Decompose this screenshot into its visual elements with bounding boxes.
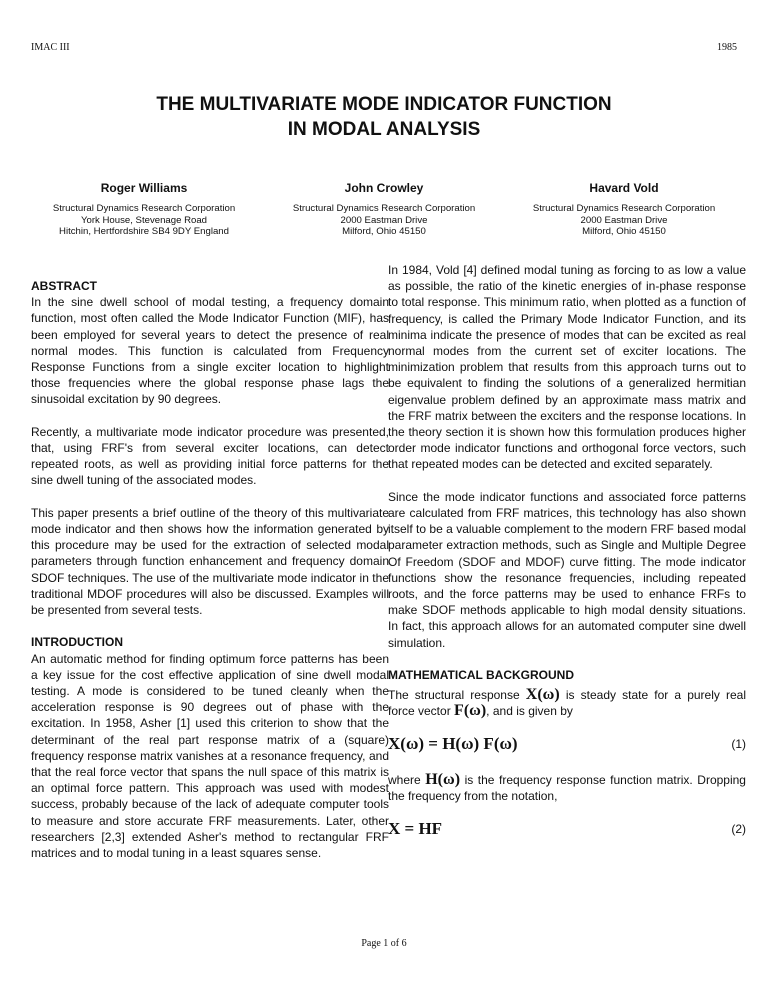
page-number: Page 1 of 6: [361, 938, 407, 949]
affiliation-line: Structural Dynamics Research Corporation: [292, 203, 476, 214]
author-affiliation: [24, 203, 264, 238]
math-text: is the frequency response function matrix. Dropping the frequency from the notation,: [388, 773, 746, 804]
affiliation-line: Milford, Ohio 45150: [342, 226, 426, 237]
symbol-f: F(ω): [454, 702, 487, 720]
equation-1: [388, 733, 746, 753]
affiliation-line: Structural Dynamics Research Corporation: [532, 203, 716, 214]
affiliation-line: York House, Stevenage Road: [80, 214, 208, 226]
abstract-paragraph: In the sine dwell school of modal testing, a frequency domain function, most often called the Mode Indicator Function (MIF), has been employed for several years to detect the presence of real normal modes. This function is calculated from Frequency Response Functions from a single exciter location to highlight those frequencies where the global response phase lags the sinusoidal excitation by 90 degrees.: [31, 295, 389, 407]
introduction-paragraph: An automatic method for finding optimum force patterns has been a key issue for the cost effective application of sine dwell modal testing. A mode is considered to be tuned cleanly when the acceleration response is 90 degrees out of phase with the excitation. In 1958, Asher [1] used this criterion to show that the determinant of the real part response matrix of a (square) frequency response matrix vanishes at a resonance frequency, and that the real force vector that spans the null space of this matrix is an optimal force pattern. This approach was used with modest success, probably because of the lack of adequate computer tools to measure and store accurate FRF measurements. Later, other researchers [2,3] extended Asher's method to rectangular FRF matrices and to modal tuning in a least squares sense.: [31, 651, 389, 861]
header-year: 1985: [717, 42, 737, 53]
author-affiliation: [504, 203, 744, 238]
right-column: [388, 262, 746, 857]
affiliation-line: 2000 Eastman Drive: [580, 214, 668, 226]
left-column: [31, 278, 389, 877]
affiliation-line: Milford, Ohio 45150: [582, 226, 666, 237]
paper-title: [0, 92, 768, 142]
author-name: Havard Vold: [589, 181, 659, 195]
body-paragraph: In 1984, Vold [4] defined modal tuning as forcing to as low a value as possible, the ratio of the kinetic energies of in-phase response to total response. This minimum ratio, when plotted as a function of frequency, is called the Primary Mode Indicator Function, and its minima indicate the presence of modes that can be excited as real normal modes from the current set of exciter locations. The minimization problem that results from this approach turns out to be equivalent to finding the solutions of a generalized hermitian eigenvalue problem defined by an approximate mass matrix and the FRF matrix between the exciters and the response locations. In the theory section it is shown how this formulation produces higher order mode indicator functions and orthogonal force vectors, such that repeated modes can be detected and excited separately.: [388, 263, 746, 472]
author-2: [264, 181, 504, 238]
header-conference: IMAC III: [31, 42, 70, 53]
author-1: [24, 181, 264, 238]
math-text: , and is given by: [486, 704, 573, 719]
introduction-heading: INTRODUCTION: [31, 635, 123, 650]
math-text: The structural response: [388, 688, 520, 703]
math-heading: MATHEMATICAL BACKGROUND: [388, 668, 574, 683]
equation-2-number: (2): [731, 821, 746, 836]
affiliation-line: 2000 Eastman Drive: [340, 214, 428, 226]
abstract-heading: ABSTRACT: [31, 279, 97, 293]
symbol-h: H(ω): [425, 771, 461, 789]
title-line-2: IN MODAL ANALYSIS: [287, 119, 481, 140]
math-paragraph: [388, 772, 746, 804]
math-text: is steady state for a purely real force vector: [388, 688, 747, 719]
math-text: where: [388, 773, 421, 788]
equation-2-expression: X = HF: [388, 818, 443, 838]
abstract-paragraph: This paper presents a brief outline of the theory of this multivariate mode indicator and then shows how the information generated by this procedure may be used for the extraction of selected modal parameters through function enhancement and frequency domain SDOF techniques. The use of the multivariate mode indicator in the traditional MDOF procedures will also be discussed. Examples will be presented from several tests.: [31, 505, 389, 618]
equation-1-number: (1): [731, 736, 746, 751]
body-paragraph: Since the mode indicator functions and associated force patterns are calculated from FRF matrices, this technology has also shown itself to be a valuable complement to the modern FRF based modal parameter extraction methods, such as Single and Multiple Degree Of Freedom (SDOF and MDOF) curve fitting. The mode indicator functions show the resonance frequencies, including repeated roots, and the force patterns may be used to enhance FRFs to make SDOF methods applicable to high modal density situations. In fact, this approach allows for an automated computer sine dwell simulation.: [388, 489, 746, 650]
equation-2: [388, 818, 746, 838]
author-name: Roger Williams: [100, 181, 188, 195]
affiliation-line: Structural Dynamics Research Corporation: [52, 203, 236, 214]
title-line-1: THE MULTIVARIATE MODE INDICATOR FUNCTION: [156, 94, 612, 115]
symbol-x: X(ω): [525, 686, 560, 704]
math-paragraph: [388, 687, 746, 719]
author-name: John Crowley: [344, 181, 424, 195]
author-3: [504, 181, 744, 238]
abstract-paragraph: Recently, a multivariate mode indicator procedure was presented, that, using FRF's from several exciter locations, can detect repeated roots, as well as providing initial force patterns for the sine dwell tuning of the associated modes.: [31, 424, 389, 488]
affiliation-line: Hitchin, Hertfordshire SB4 9DY England: [59, 226, 229, 237]
author-affiliation: [264, 203, 504, 238]
equation-1-expression: X(ω) = H(ω) F(ω): [388, 733, 518, 753]
